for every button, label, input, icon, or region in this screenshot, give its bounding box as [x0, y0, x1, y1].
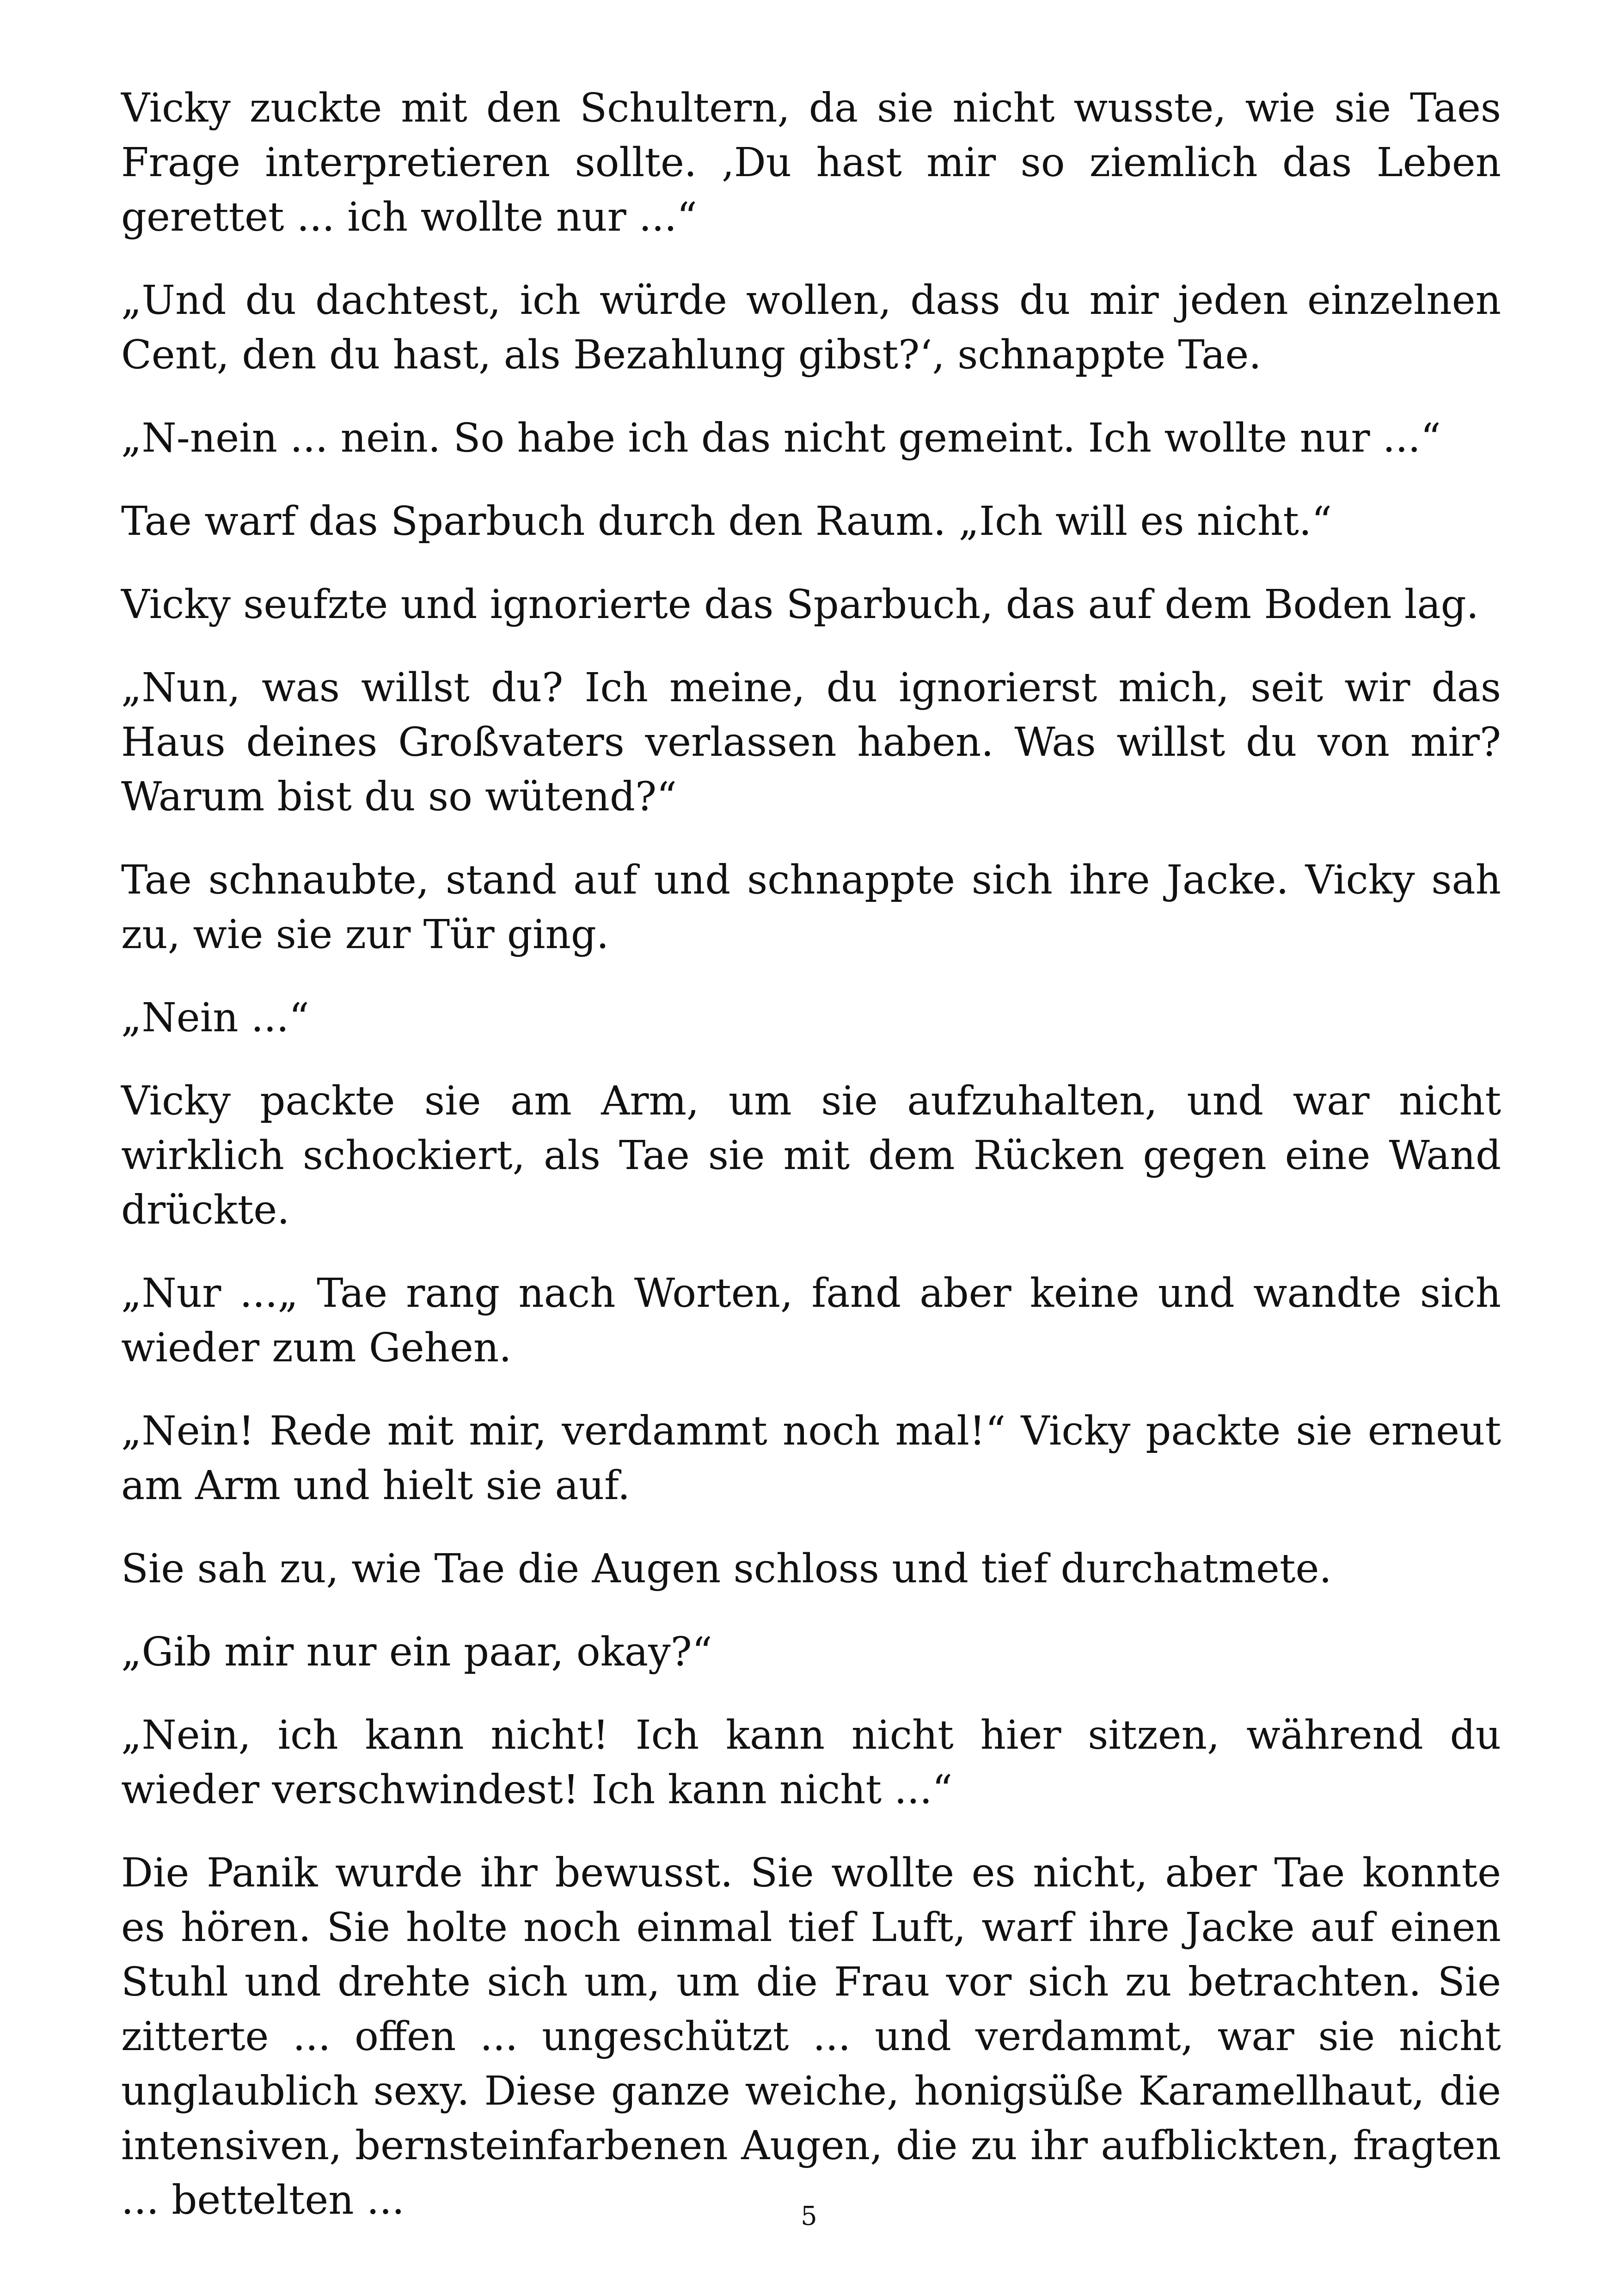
body-text [121, 81, 1501, 2256]
paragraph: „Nur ...„ Tae rang nach Worten, fand aber keine und wandte sich wieder zum Gehen. [121, 1270, 1501, 1371]
paragraph: Vicky seufzte und ignorierte das Sparbuch, das auf dem Boden lag. [121, 582, 1479, 628]
paragraph: „Und du dachtest, ich würde wollen, dass du mir jeden einzelnen Cent, den du hast, als Bezahlung gibst?‘, schnappte Tae. [121, 277, 1501, 378]
paragraph: Die Panik wurde ihr bewusst. Sie wollte es nicht, aber Tae konnte es hören. Sie holte noch einmal tief Luft, warf ihre Jacke auf einen Stuhl und drehte sich um, um die Frau vor sich zu betrachten. Sie zitterte ... offen ... ungeschützt ... und verdammt, war sie nicht unglaublich sexy. Diese ganze weiche, honigsüße Karamellhaut, die intensiven, bernsteinfarbenen Augen, die zu ihr aufblickten, fragten ... bettelten ... [121, 1850, 1501, 2223]
paragraph: Tae warf das Sparbuch durch den Raum. „Ich will es nicht.“ [121, 498, 1332, 545]
paragraph: „Nein ...“ [121, 995, 309, 1041]
paragraph: „N-nein ... nein. So habe ich das nicht gemeint. Ich wollte nur ...“ [121, 415, 1441, 461]
paragraph: „Nun, was willst du? Ich meine, du ignorierst mich, seit wir das Haus deines Großvaters verlassen haben. Was willst du von mir? Warum bist du so wütend?“ [121, 665, 1501, 820]
paragraph: Sie sah zu, wie Tae die Augen schloss und tief durchatmete. [121, 1546, 1332, 1592]
paragraph: „Nein! Rede mit mir, verdammt noch mal!“ Vicky packte sie erneut am Arm und hielt sie auf. [121, 1408, 1501, 1509]
paragraph: Tae schnaubte, stand auf und schnappte sich ihre Jacke. Vicky sah zu, wie sie zur Tür ging. [121, 857, 1501, 958]
paragraph: Vicky zuckte mit den Schultern, da sie nicht wusste, wie sie Taes Frage interpretieren sollte. ‚Du hast mir so ziemlich das Leben gerettet ... ich wollte nur ...“ [121, 85, 1501, 240]
page-number: 5 [801, 2201, 817, 2231]
paragraph: „Nein, ich kann nicht! Ich kann nicht hier sitzen, während du wieder verschwindest! Ich kann nicht ...“ [121, 1712, 1501, 1813]
paragraph: „Gib mir nur ein paar, okay?“ [121, 1629, 712, 1675]
paragraph: Vicky packte sie am Arm, um sie aufzuhalten, und war nicht wirklich schockiert, als Tae sie mit dem Rücken gegen eine Wand drückte. [121, 1078, 1501, 1233]
